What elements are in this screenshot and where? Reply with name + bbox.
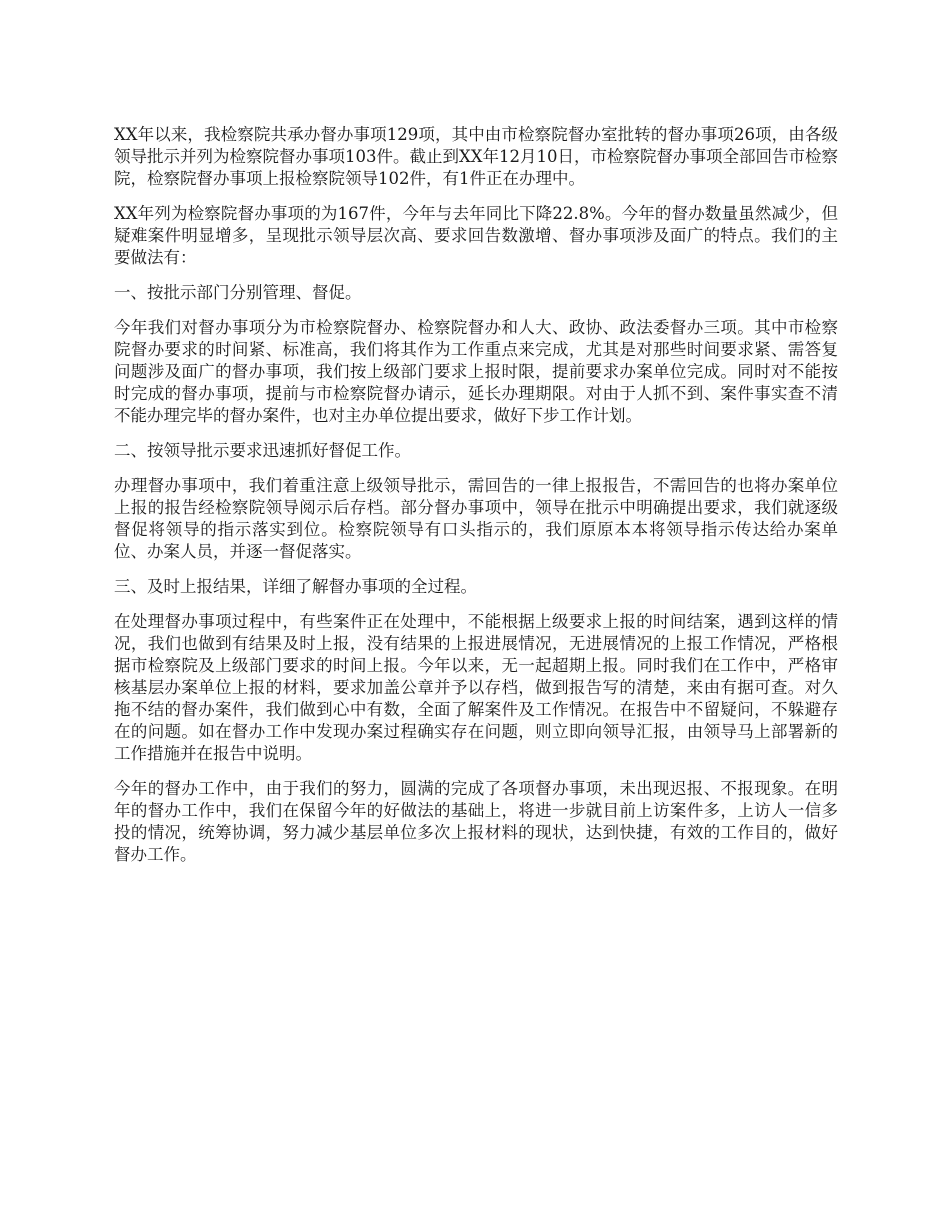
paragraph-section-3: 在处理督办事项过程中，有些案件正在处理中，不能根据上级要求上报的时间结案，遇到这样的情况，我们也做到有结果及时上报，没有结果的上报进展情况，无进展情况的上报工作情况，严格根据市检察院及上级部门要求的时间上报。今年以来，无一起超期上报。同时我们在工作中，严格审核基层办案单位上报的材料，要求加盖公章并予以存档，做到报告写的清楚，来由有据可查。对久拖不结的督办案件，我们做到心中有数，全面了解案件及工作情况。在报告中不留疑问，不躲避存在的问题。如在督办工作中发现办案过程确实存在问题，则立即向领导汇报，由领导马上部署新的工作措施并在报告中说明。 bbox=[114, 612, 838, 763]
paragraph-section-1: 今年我们对督办事项分为市检察院督办、检察院督办和人大、政协、政法委督办三项。其中市检察院督办要求的时间紧、标准高，我们将其作为工作重点来完成，尤其是对那些时间要求紧、需答复问题涉及面广的督办事项，我们按上级部门要求上报时限，提前要求办案单位完成。同时对不能按时完成的督办事项，提前与市检察院督办请示，延长办理期限。对由于人抓不到、案件事实查不清不能办理完毕的督办案件，也对主办单位提出要求，做好下步工作计划。 bbox=[114, 318, 838, 425]
paragraph-section-2: 办理督办事项中，我们着重注意上级领导批示，需回告的一律上报报告，不需回告的也将办案单位上报的报告经检察院领导阅示后存档。部分督办事项中，领导在批示中明确提出要求，我们就逐级督促将领导的指示落实到位。检察院领导有口头指示的，我们原原本本将领导指示传达给办案单位、办案人员，并逐一督促落实。 bbox=[114, 476, 838, 561]
document-body bbox=[114, 124, 838, 879]
section-heading-1: 一、按批示部门分别管理、督促。 bbox=[114, 283, 362, 302]
paragraph-summary-intro: XX年以来，我检察院共承办督办事项129项，其中由市检察院督办室批转的督办事项26项，由各级领导批示并列为检察院督办事项103件。截止到XX年12月10日，市检察院督办事项全部回告市检察院，检察院督办事项上报检察院领导102件，有1件正在办理中。 bbox=[114, 125, 838, 188]
section-heading-3: 三、及时上报结果，详细了解督办事项的全过程。 bbox=[114, 577, 477, 596]
paragraph-conclusion: 今年的督办工作中，由于我们的努力，圆满的完成了各项督办事项，未出现迟报、不报现象。在明年的督办工作中，我们在保留今年的好做法的基础上，将进一步就目前上访案件多，上访人一信多投的情况，统筹协调，努力减少基层单位多次上报材料的现状，达到快捷，有效的工作目的，做好督办工作。 bbox=[114, 779, 838, 864]
section-heading-2: 二、按领导批示要求迅速抓好督促工作。 bbox=[114, 441, 411, 460]
paragraph-yearly-comparison: XX年列为检察院督办事项的为167件，今年与去年同比下降22.8%。今年的督办数量虽然减少，但疑难案件明显增多，呈现批示领导层次高、要求回告数激增、督办事项涉及面广的特点。我们的主要做法有： bbox=[114, 204, 838, 267]
